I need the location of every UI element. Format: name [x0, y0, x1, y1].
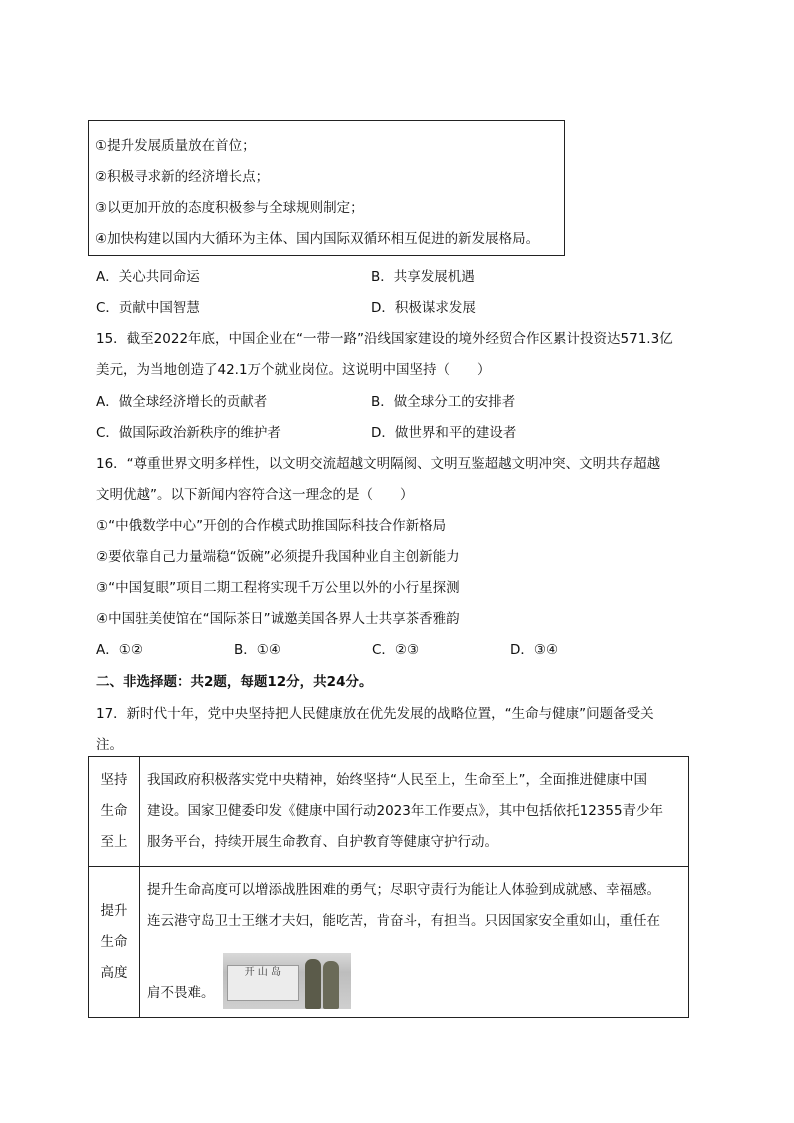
row-1-content-line: 服务平台，持续开展生命教育、自护教育等健康守护行动。 — [147, 834, 498, 850]
row-1-header — [89, 757, 140, 867]
row-1-header-line: 生命 — [100, 803, 128, 819]
q15-option-d: D．做世界和平的建设者 — [371, 425, 517, 441]
kaishan-island-photo — [223, 953, 351, 1009]
statement-2: ②积极寻求新的经济增长点； — [95, 169, 270, 185]
q14-option-c: C．贡献中国智慧 — [96, 300, 200, 316]
q15-stem-line-1: 15．截至2022年底，中国企业在“一带一路”沿线国家建设的境外经贸合作区累计投资达571.3亿 — [96, 331, 673, 347]
statement-4: ④加快构建以国内大循环为主体、国内国际双循环相互促进的新发展格局。 — [95, 231, 540, 247]
row-2-content — [140, 867, 689, 1018]
row-2-header-line: 高度 — [100, 964, 128, 981]
q15-stem-line-2: 美元，为当地创造了42.1万个就业岗位。这说明中国坚持（ ） — [96, 362, 491, 378]
guard-figure-1 — [305, 959, 321, 1009]
q15-option-b: B．做全球分工的安排者 — [371, 394, 516, 410]
statement-box — [88, 120, 565, 256]
q14-option-a: A．关心共同命运 — [96, 269, 200, 285]
row-1-header-line: 至上 — [100, 834, 128, 850]
table-row — [89, 757, 689, 867]
section-2-title: 二、非选择题：共2题，每题12分，共24分。 — [96, 674, 373, 690]
q16-option-d: D．③④ — [510, 642, 559, 658]
statement-3: ③以更加开放的态度积极参与全球规则制定； — [95, 200, 364, 216]
q15-option-a: A．做全球经济增长的贡献者 — [96, 394, 268, 410]
row-2-header — [89, 867, 140, 1018]
row-2-content-line: 肩不畏难。 — [147, 985, 215, 1001]
q16-stem-line-1: 16．“尊重世界文明多样性，以文明交流超越文明隔阂、文明互鉴超越文明冲突、文明共存超越 — [96, 456, 661, 472]
q14-option-b: B．共享发展机遇 — [371, 269, 475, 285]
q16-option-b: B．①④ — [234, 642, 281, 658]
row-2-content-line-last — [147, 953, 682, 1009]
statement-1: ①提升发展质量放在首位； — [95, 138, 256, 154]
guard-figure-2 — [323, 961, 339, 1009]
q16-item-2: ②要依靠自己力量端稳“饭碗”必须提升我国种业自主创新能力 — [96, 549, 460, 565]
q14-option-d: D．积极谋求发展 — [371, 300, 476, 316]
table-row — [89, 867, 689, 1018]
q17-stem-line-2: 注。 — [96, 737, 123, 753]
q16-item-4: ④中国驻美使馆在“国际茶日”诚邀美国各界人士共享茶香雅韵 — [96, 611, 460, 627]
row-1-content-line: 我国政府积极落实党中央精神，始终坚持“人民至上，生命至上”，全面推进健康中国 — [147, 772, 647, 788]
row-2-content-line: 连云港守岛卫士王继才夫妇，能吃苦，肯奋斗，有担当。只因国家安全重如山，重任在 — [147, 913, 660, 929]
row-1-content — [140, 757, 689, 867]
q16-option-c: C．②③ — [372, 642, 420, 658]
q16-item-3: ③“中国复眼”项目二期工程将实现千万公里以外的小行星探测 — [96, 580, 460, 596]
q15-option-c: C．做国际政治新秩序的维护者 — [96, 425, 281, 441]
row-2-header-line: 提升 — [100, 902, 128, 919]
q16-option-a: A．①② — [96, 642, 143, 658]
row-2-header-line: 生命 — [100, 933, 128, 950]
row-1-header-line: 坚持 — [100, 772, 128, 788]
q16-item-1: ①“中俄数学中心”开创的合作模式助推国际科技合作新格局 — [96, 518, 447, 534]
island-sign: 开 山 岛 — [227, 965, 299, 1001]
row-1-content-line: 建设。国家卫健委印发《健康中国行动2023年工作要点》，其中包括依托12355青少年 — [147, 803, 664, 819]
q17-material-table — [88, 756, 689, 1018]
q16-stem-line-2: 文明优越”。以下新闻内容符合这一理念的是（ ） — [96, 487, 414, 503]
row-2-content-line: 提升生命高度可以增添战胜困难的勇气；尽职守责行为能让人体验到成就感、幸福感。 — [147, 882, 660, 898]
q17-stem-line-1: 17．新时代十年，党中央坚持把人民健康放在优先发展的战略位置，“生命与健康”问题备受关 — [96, 706, 654, 722]
